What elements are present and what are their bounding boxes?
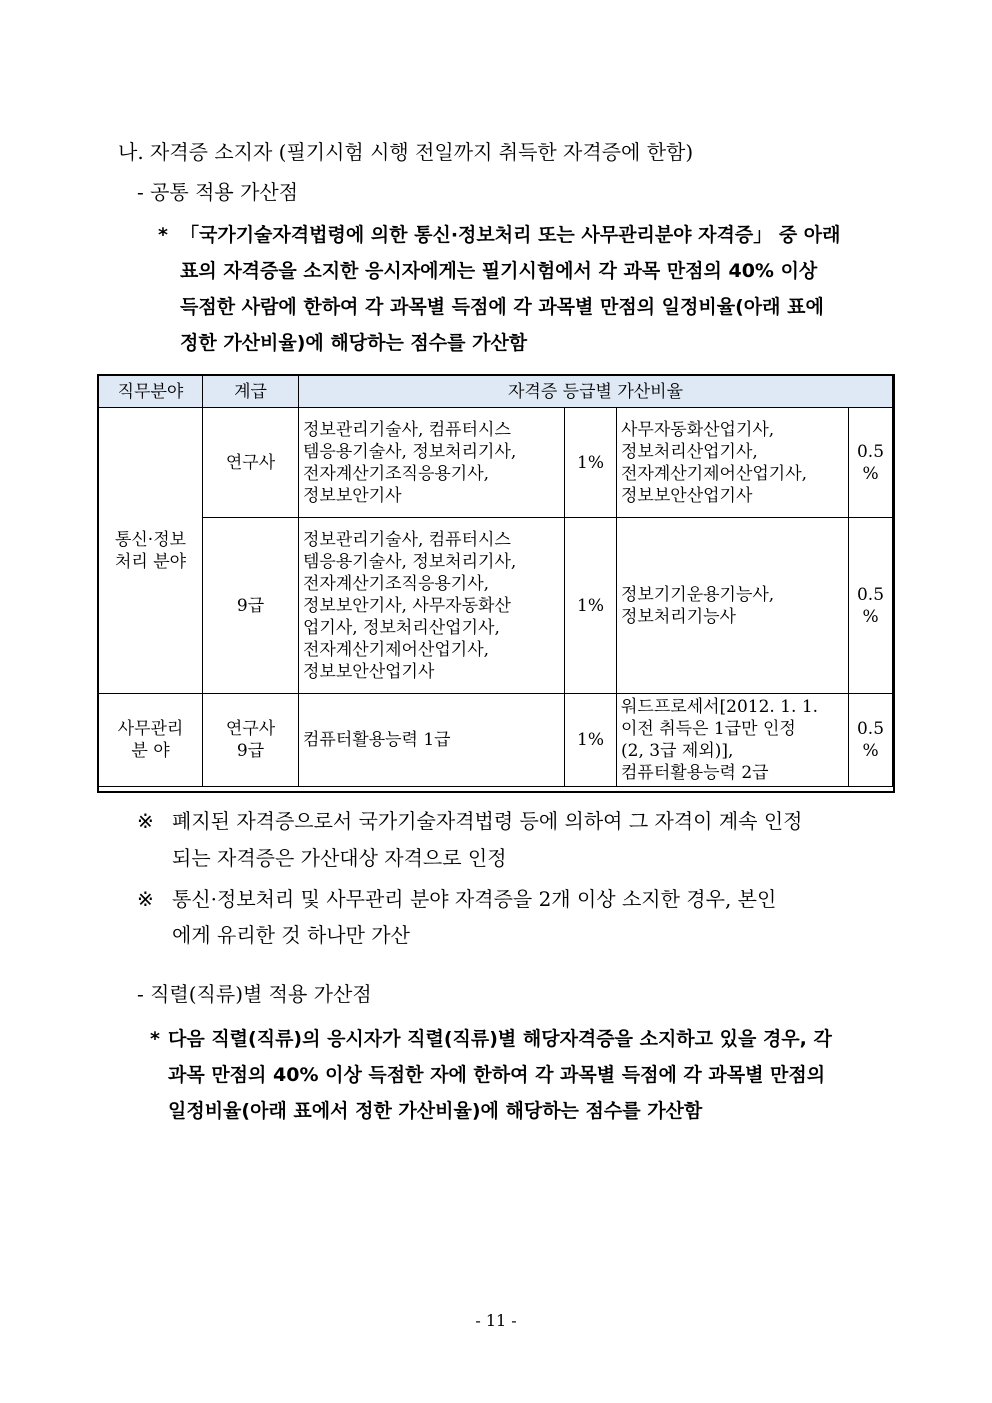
common-para-line-4: 정한 가산비율)에 해당하는 점수를 가산함 — [180, 332, 528, 354]
header-field: 직무분야 — [99, 376, 203, 408]
cert-cell: 컴퓨터활용능력 1급 — [299, 694, 565, 787]
cert-cell: 정보관리기술사, 컴퓨터시스 템응용기술사, 정보처리기사, 전자계산기조직응용기사, 정보보안기사, 사무자동화산 업기사, 정보처리산업기사, 전자계산기제어산업기사, 정보보안산업기사 — [299, 518, 565, 694]
common-para-line-3: 득점한 사람에 한하여 각 과목별 득점에 각 과목별 만점의 일정비율(아래 표에 — [180, 296, 824, 318]
common-bullet: * — [158, 224, 168, 246]
field-cell: 사무관리 분 야 — [99, 694, 203, 787]
note-2-line-1: 통신·정보처리 및 사무관리 분야 자격증을 2개 이상 소지한 경우, 본인 — [172, 887, 777, 911]
page-number: - 11 - — [475, 1311, 517, 1330]
table-header-row — [99, 376, 893, 408]
header-rate: 자격증 등급별 가산비율 — [299, 376, 893, 408]
common-para-line-1: 「국가기술자격법령에 의한 통신·정보처리 또는 사무관리분야 자격증」 중 아래 — [180, 224, 841, 246]
table-row — [99, 694, 893, 787]
cert-cell: 정보기기운용기능사, 정보처리기능사 — [617, 518, 849, 694]
common-para-line-2: 표의 자격증을 소지한 응시자에게는 필기시험에서 각 과목 만점의 40% 이상 — [180, 260, 818, 282]
table-row — [99, 518, 893, 694]
rate-cell: 1% — [565, 408, 617, 518]
series-bullet: * — [150, 1028, 160, 1050]
note-1-line-2: 되는 자격증은 가산대상 자격으로 인정 — [172, 846, 507, 870]
series-para-line-1: 다음 직렬(직류)의 응시자가 직렬(직류)별 해당자격증을 소지하고 있을 경우, 각 — [168, 1028, 832, 1050]
note-1-line-1: 폐지된 자격증으로서 국가기술자격법령 등에 의하여 그 자격이 계속 인정 — [172, 809, 803, 833]
series-heading: - 직렬(직류)별 적용 가산점 — [137, 982, 372, 1006]
bonus-rate-table — [98, 375, 893, 787]
grade-cell: 9급 — [203, 518, 299, 694]
series-para-line-3: 일정비율(아래 표에서 정한 가산비율)에 해당하는 점수를 가산함 — [168, 1100, 703, 1122]
section-title: 나. 자격증 소지자 (필기시험 시행 전일까지 취득한 자격증에 한함) — [118, 140, 694, 164]
field-cell: 통신·정보 처리 분야 — [99, 408, 203, 694]
cert-cell: 정보관리기술사, 컴퓨터시스 템응용기술사, 정보처리기사, 전자계산기조직응용기사, 정보보안기사 — [299, 408, 565, 518]
cert-cell: 사무자동화산업기사, 정보처리산업기사, 전자계산기제어산업기사, 정보보안산업기사 — [617, 408, 849, 518]
common-heading: - 공통 적용 가산점 — [137, 180, 299, 204]
series-para-line-2: 과목 만점의 40% 이상 득점한 자에 한하여 각 과목별 득점에 각 과목별 만점의 — [168, 1064, 826, 1086]
grade-cell: 연구사 — [203, 408, 299, 518]
rate-cell: 1% — [565, 518, 617, 694]
note-mark: ※ — [137, 809, 154, 833]
cert-cell: 워드프로세서[2012. 1. 1. 이전 취득은 1급만 인정 (2, 3급 제외)], 컴퓨터활용능력 2급 — [617, 694, 849, 787]
note-mark: ※ — [137, 887, 154, 911]
rate-cell: 0.5 % — [849, 518, 893, 694]
note-2-line-2: 에게 유리한 것 하나만 가산 — [172, 923, 410, 947]
rate-cell: 0.5 % — [849, 408, 893, 518]
table-row — [99, 408, 893, 518]
header-grade: 계급 — [203, 376, 299, 408]
rate-cell: 1% — [565, 694, 617, 787]
rate-cell: 0.5 % — [849, 694, 893, 787]
grade-cell: 연구사 9급 — [203, 694, 299, 787]
